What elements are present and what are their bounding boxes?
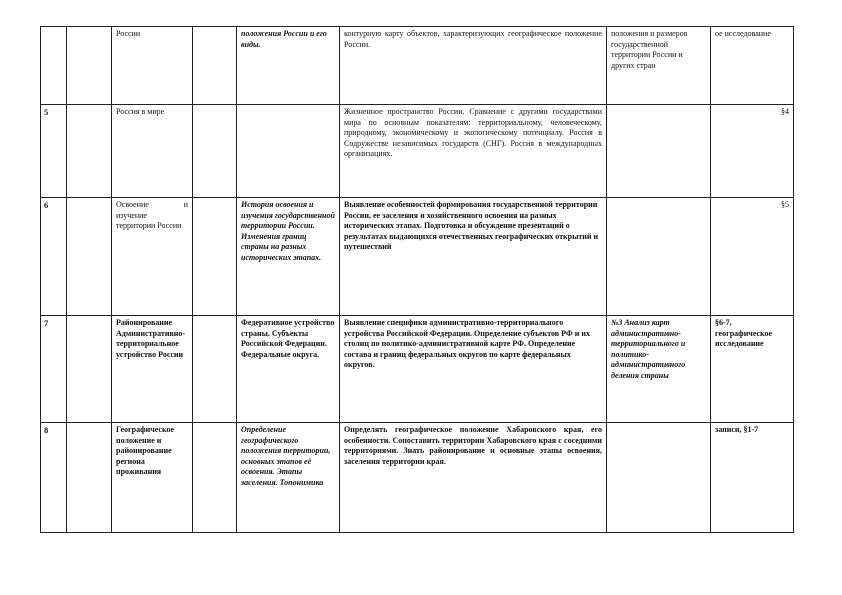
homework: ое исследование [711, 27, 794, 105]
table-row [41, 105, 794, 198]
row-number: 8 [41, 423, 67, 533]
table-row [41, 423, 794, 533]
practical-work [607, 423, 711, 533]
blank-cell [67, 105, 112, 198]
practical-work: №3 Анализ карт административно-территориального и политико-административного деления страны [607, 316, 711, 423]
row-number: 7 [41, 316, 67, 423]
practical-work [607, 198, 711, 316]
practical-work: положения и размеров государственной территории России и других стран [607, 27, 711, 105]
blank-cell [193, 316, 237, 423]
blank-cell [67, 423, 112, 533]
lesson-content: Определение географического положения территории, основных этапов её освоения. Этапы заселения. Топонимика [237, 423, 340, 533]
practical-work [607, 105, 711, 198]
lesson-topic: России [112, 27, 193, 105]
homework: §5 [711, 198, 794, 316]
homework: §4 [711, 105, 794, 198]
table-row [41, 316, 794, 423]
blank-cell [67, 316, 112, 423]
homework: §6-7, географическое исследование [711, 316, 794, 423]
blank-cell [67, 198, 112, 316]
blank-cell [193, 105, 237, 198]
student-activity: Выявление специфики административно-территориального устройства Российской Федерации. Определение субъектов РФ и их столиц по политико-административной карте РФ. Определение состава и границ федеральных округов по карте федеральных округов. [340, 316, 607, 423]
lesson-topic: Районирование Административно-территориальное устройство России [112, 316, 193, 423]
blank-cell [193, 423, 237, 533]
student-activity: контурную карту объектов, характеризующих географическое положение России. [340, 27, 607, 105]
row-number: 5 [41, 105, 67, 198]
table-row [41, 27, 794, 105]
lesson-content: Федеративное устройство страны. Субъекты Российской Федерации. Федеральные округа. [237, 316, 340, 423]
row-number [41, 27, 67, 105]
lesson-topic: Освоение и изучение территории России [112, 198, 193, 316]
table-row [41, 198, 794, 316]
blank-cell [67, 27, 112, 105]
lesson-topic: Географическое положение и районирование региона проживания [112, 423, 193, 533]
blank-cell [193, 27, 237, 105]
student-activity: Выявление особенностей формирования государственной территории России, ее заселения и хозяйственного освоения на разных исторических этапах. Подготовка и обсуждение презентаций о результатах выдающихся отечественных географических открытий и путешествий [340, 198, 607, 316]
lesson-content [237, 105, 340, 198]
lesson-content: положения России и его виды. [237, 27, 340, 105]
lesson-topic: Россия в мире [112, 105, 193, 198]
row-number: 6 [41, 198, 67, 316]
lesson-content: История освоения и изучения государственной территории России. Изменения границ страны на разных исторических этапах. [237, 198, 340, 316]
student-activity: Жизненное пространство России. Сравнение с другими государствами мира по основным показателям: территориальному, человеческому, природному, экономическому и экологическому потенциалу. Россия в Содружестве независимых государств (СНГ). Россия в международных организациях. [340, 105, 607, 198]
student-activity: Определять географическое положение Хабаровского края, его особенности. Сопоставить территории Хабаровского края с соседними территориями. Знать районирование и основные этапы освоения, заселения территории края. [340, 423, 607, 533]
lesson-plan-table [40, 26, 793, 533]
homework: записи, §1-7 [711, 423, 794, 533]
blank-cell [193, 198, 237, 316]
